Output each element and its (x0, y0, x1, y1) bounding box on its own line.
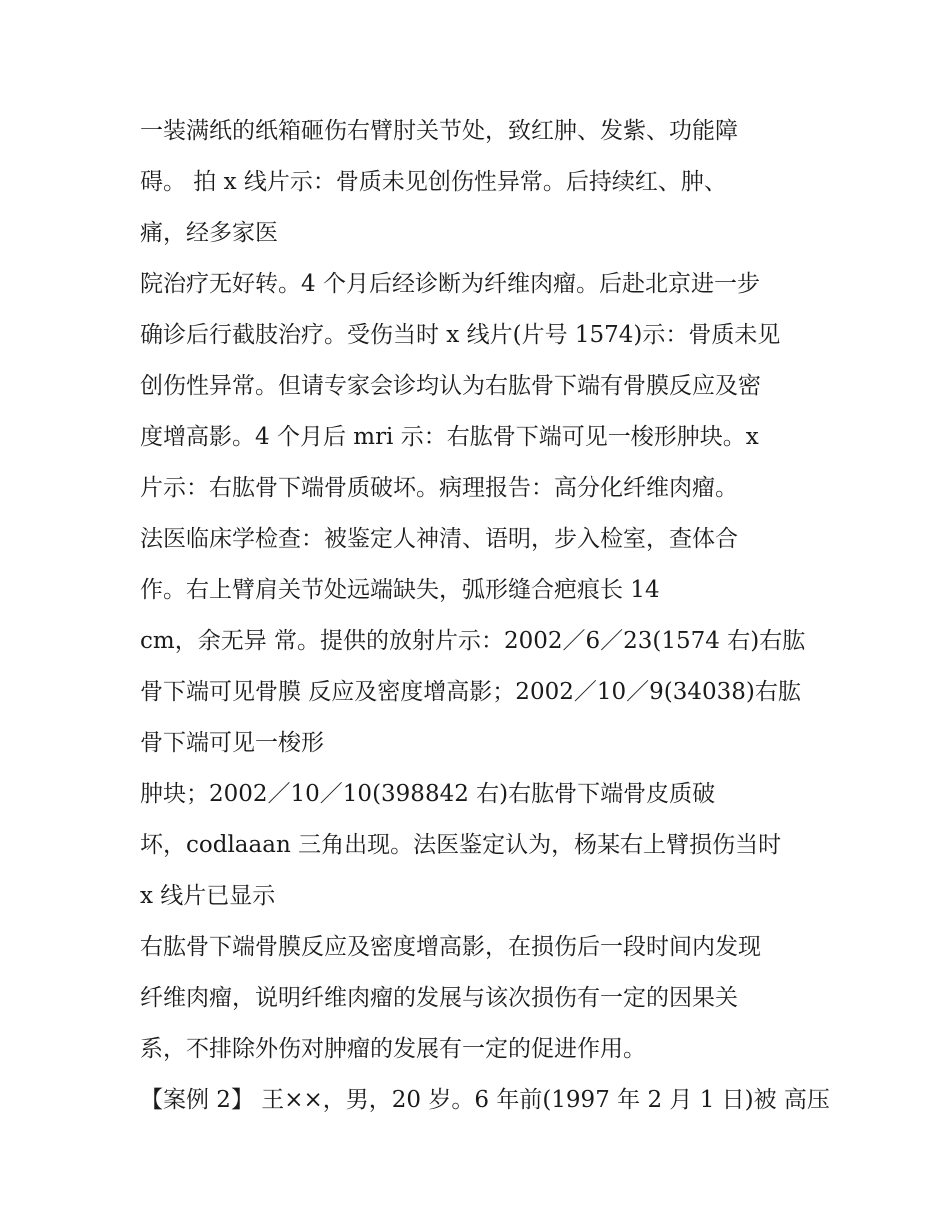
text-line: 一装满纸的纸箱砸伤右臂肘关节处，致红肿、发紫、功能障 (140, 118, 738, 144)
text-line: 碍。 拍 x 线片示：骨质未见创伤性异常。后持续红、肿、 (140, 169, 727, 195)
text-line: 确诊后行截肢治疗。受伤当时 x 线片(片号 1574)示：骨质未见 (140, 322, 781, 348)
text-line: 右肱骨下端骨膜反应及密度增高影，在损伤后一段时间内发现 (140, 934, 761, 960)
text-line: 纤维肉瘤，说明纤维肉瘤的发展与该次损伤有一定的因果关 (140, 985, 738, 1011)
text-line: 院治疗无好转。4 个月后经诊断为纤维肉瘤。后赴北京进一步 (140, 271, 760, 297)
case-heading-line: 【案例 2】 王××，男，20 岁。6 年前(1997 年 2 月 1 日)被 高压 (140, 1087, 830, 1113)
text-line: 创伤性异常。但请专家会诊均认为右肱骨下端有骨膜反应及密 (140, 373, 761, 399)
text-line: 骨下端可见一梭形 (140, 730, 324, 756)
text-line: 痛，经多家医 (140, 220, 278, 246)
text-line: 系，不排除外伤对肿瘤的发展有一定的促进作用。 (140, 1036, 646, 1062)
text-line: 法医临床学检查：被鉴定人神清、语明，步入检室，查体合 (140, 526, 738, 552)
text-line: 坏，codlaaan 三角出现。法医鉴定认为，杨某右上臂损伤当时 (140, 832, 782, 858)
text-line: 作。右上臂肩关节处远端缺失，弧形缝合疤痕长 14 (140, 577, 660, 603)
text-line: 骨下端可见骨膜 反应及密度增高影；2002／10／9(34038)右肱 (140, 679, 801, 705)
text-line: 肿块；2002／10／10(398842 右)右肱骨下端骨皮质破 (140, 781, 716, 807)
document-body (140, 106, 830, 1126)
text-line: x 线片已显示 (140, 883, 276, 909)
text-line: 度增高影。4 个月后 mri 示：右肱骨下端可见一梭形肿块。x (140, 424, 759, 450)
text-line: 片示：右肱骨下端骨质破坏。病理报告：高分化纤维肉瘤。 (140, 475, 738, 501)
text-line: cm，余无异 常。提供的放射片示：2002／6／23(1574 右)右肱 (140, 628, 806, 654)
